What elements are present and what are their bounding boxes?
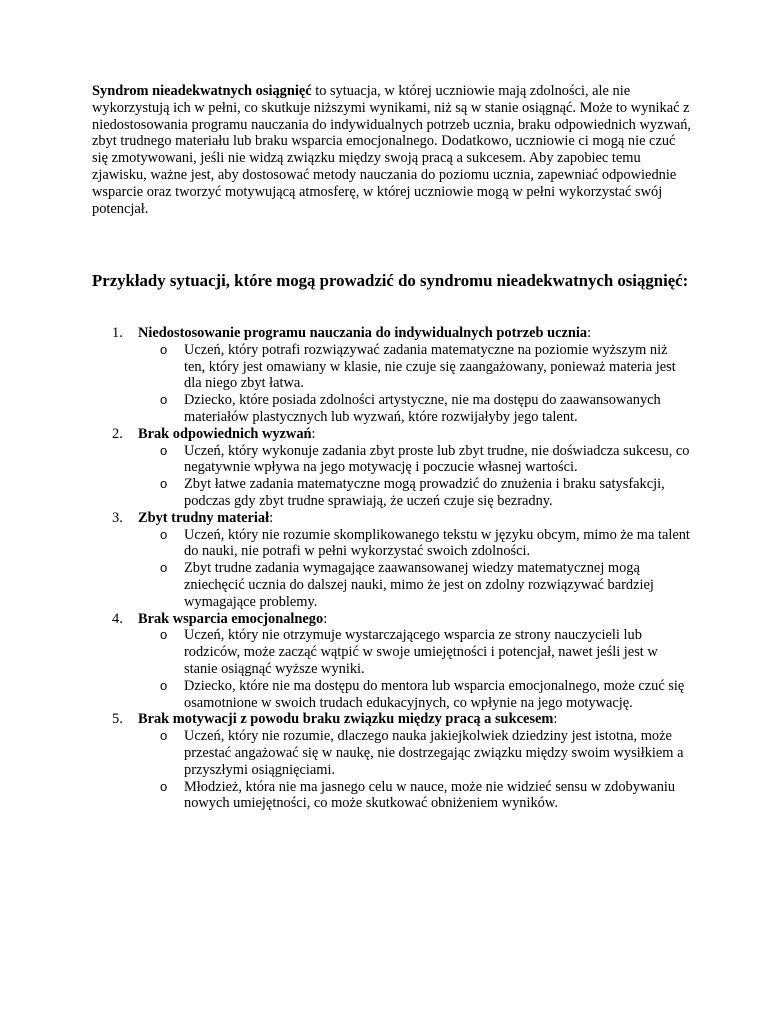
item-number: 4. [112,610,123,627]
sub-list-item [138,728,692,778]
intro-bold-term: Syndrom nieadekwatnych osiągnięć [92,83,312,99]
sub-list-item [138,392,692,426]
bullet-icon: o [160,526,168,542]
list-item [92,711,692,812]
item-number: 2. [112,425,123,442]
sub-list [138,728,692,812]
item-colon: : [311,425,316,442]
sub-item-text: Zbyt łatwe zadania matematyczne mogą prowadzić do znużenia i braku satysfakcji, podczas gdy zbyt trudne sprawiają, że uczeń czuje się bezradny. [184,476,665,509]
list-item [92,426,692,510]
sub-list-item [138,476,692,510]
bullet-icon: o [160,392,168,408]
sub-list-item [138,560,692,610]
item-colon: : [269,509,274,526]
bullet-icon: o [160,341,168,357]
sub-list [138,443,692,510]
item-title: Brak wsparcia emocjonalnego [138,610,324,627]
sub-item-text: Uczeń, który nie rozumie skomplikowanego tekstu w języku obcym, mimo że ma talent do nauki, nie potrafi w pełni wykorzystać swoich zdolności. [184,526,690,560]
bullet-icon: o [160,560,168,576]
sub-item-text: Uczeń, który nie rozumie, dlaczego nauka jakiejkolwiek dziedziny jest istotna, może przestać angażować się w naukę, nie dostrzegając związku między swoim wysiłkiem a przyszłymi osiągnięciami. [184,728,684,778]
sub-list [138,342,692,426]
list-item [92,325,692,426]
section-heading: Przykłady sytuacji, które mogą prowadzić do syndromu nieadekwatnych osiągnięć: [92,271,689,290]
bullet-icon: o [160,728,168,744]
item-title: Zbyt trudny materiał [138,509,270,526]
bullet-icon: o [160,476,168,492]
sub-item-text: Zbyt trudne zadania wymagające zaawansowanej wiedzy matematycznej mogą zniechęcić ucznia do dalszej nauki, mimo że jest on zdolny rozwiązywać bardziej wymagające problemy. [184,560,654,610]
sub-list-item [138,443,692,477]
item-colon: : [587,325,592,341]
sub-item-text: Uczeń, który wykonuje zadania zbyt proste lub zbyt trudne, nie doświadcza sukcesu, co negatywnie wpływa na jego motywację i poczucie własnej wartości. [184,442,690,476]
intro-paragraph [92,83,692,217]
item-title: Brak odpowiednich wyzwań [138,425,312,442]
sub-item-text: Uczeń, który potrafi rozwiązywać zadania matematyczne na poziomie wyższym niż ten, który jest omawiany w klasie, nie czuje się zaangażowany, ponieważ materia jest dla niego zbyt łatwa. [184,341,676,392]
sub-list [138,527,692,611]
sub-list-item [138,779,692,813]
sub-list [138,627,692,711]
sub-item-text: Dziecko, które posiada zdolności artystyczne, nie ma dostępu do zaawansowanych materiałów plastycznych lub wyzwań, które rozwijałyby jego talent. [184,392,661,425]
sub-list-item [138,678,692,712]
intro-text: to sytuacja, w której uczniowie mają zdolności, ale nie wykorzystują ich w pełni, co skutkuje niższymi wynikami, niż są w stanie osiągnąć. Może to wynikać z niedostosowania programu nauczania do indywidualnych potrzeb ucznia, braku odpowiednich wyzwań, zbyt trudnego materiału lub braku wsparcia emocjonalnego. Dodatkowo, uczniowie ci mogą nie czuć się zmotywowani, jeśli nie widzą związku między swoją pracą a sukcesem. Aby zapobiec temu zjawisku, ważne jest, aby dostosować metody nauczania do poziomu ucznia, zapewniać odpowiednie wsparcie oraz tworzyć motywującą atmosferę, w której uczniowie mogą w pełni wykorzystać swój potencjał. [92,83,692,217]
sub-list-item [138,527,692,561]
item-number: 5. [112,711,123,728]
bullet-icon: o [160,677,168,693]
sub-item-text: Dziecko, które nie ma dostępu do mentora lub wsparcia emocjonalnego, może czuć się osamotnione w swoich trudach edukacyjnych, co wpłynie na jego motywację. [184,677,685,711]
list-item [92,611,692,712]
item-title: Brak motywacji z powodu braku związku między pracą a sukcesem [138,711,554,728]
examples-list [92,325,692,812]
item-colon: : [553,711,558,728]
item-number: 1. [112,325,123,341]
bullet-icon: o [160,442,168,458]
sub-item-text: Młodzież, która nie ma jasnego celu w nauce, może nie widzieć sensu w zdobywaniu nowych umiejętności, co może skutkować obniżeniem wyników. [184,778,676,812]
item-title: Niedostosowanie programu nauczania do indywidualnych potrzeb ucznia [138,325,588,341]
item-colon: : [323,610,328,627]
sub-item-text: Uczeń, który nie otrzymuje wystarczającego wsparcia ze strony nauczycieli lub rodziców, może zacząć wątpić w swoje umiejętności i potencjał, nawet jeśli jest w stanie osiągnąć wyższe wyniki. [184,627,658,677]
item-number: 3. [112,509,123,526]
bullet-icon: o [160,778,168,794]
bullet-icon: o [160,627,168,643]
list-item [92,510,692,611]
sub-list-item [138,342,692,392]
sub-list-item [138,627,692,677]
